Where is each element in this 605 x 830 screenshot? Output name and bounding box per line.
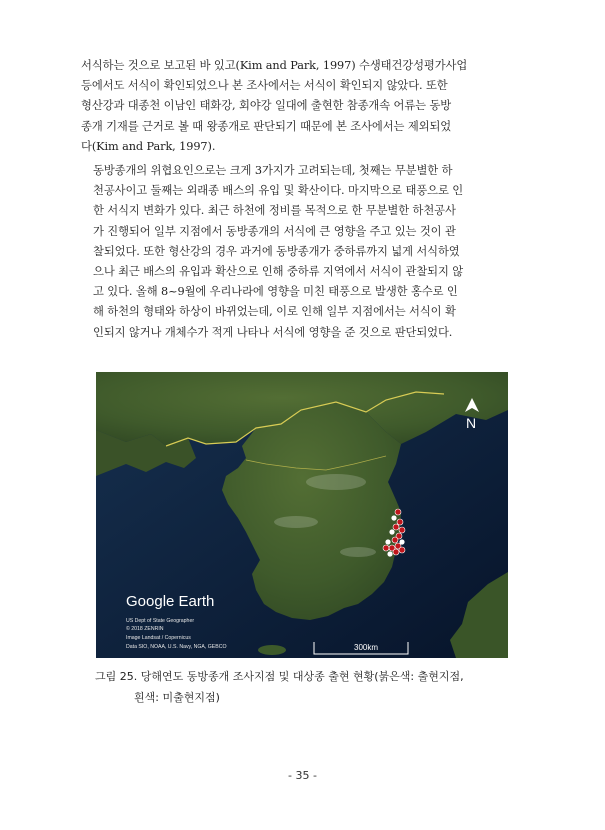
page-number: - 35 - <box>288 769 317 782</box>
marker-present <box>397 519 403 525</box>
paragraph-1 <box>81 56 525 157</box>
marker-present <box>399 527 405 533</box>
marker-present <box>395 509 401 515</box>
marker-absent <box>385 539 390 544</box>
scale-label: 300km <box>354 643 379 652</box>
text-line: 해 하천의 형태와 하상이 바뀌었는데, 이로 인해 일부 지점에서는 서식이 확 <box>93 305 456 319</box>
marker-present <box>393 549 399 555</box>
credit-line-2: © 2018 ZENRIN <box>126 626 164 632</box>
korea-peninsula-map <box>96 372 508 658</box>
text-line: 한 서식지 변화가 있다. 최근 하천에 정비를 목적으로 한 무분별한 하천공사 <box>93 204 456 218</box>
text-line: 등에서도 서식이 확인되었으나 본 조사에서는 서식이 확인되지 않았다. 또한 <box>81 79 448 93</box>
marker-present <box>392 537 398 543</box>
marker-present <box>383 545 389 551</box>
google-earth-logo: Google Earth <box>126 593 215 610</box>
text-line: 종개 기재를 근거로 볼 때 왕종개로 판단되기 때문에 본 조사에서는 제외되었 <box>81 119 452 133</box>
marker-absent <box>391 515 396 520</box>
caption-line-2: 흰색: 미출현지점) <box>134 691 220 704</box>
jeju-island <box>258 645 286 655</box>
figure-caption <box>95 666 525 708</box>
text-line: 가 진행되어 일부 지점에서 동방종개의 서식에 큰 영향을 주고 있는 것이 관 <box>93 224 456 238</box>
credit-line-4: Data SIO, NOAA, U.S. Navy, NGA, GEBCO <box>126 644 227 650</box>
text-line: 고 있다. 올해 8~9월에 우리나라에 영향을 미친 태풍으로 발생한 홍수로 인 <box>93 285 458 299</box>
marker-absent <box>389 529 394 534</box>
text-line: 동방종개의 위협요인으로는 크게 3가지가 고려되는데, 첫째는 무분별한 하 <box>93 164 453 177</box>
text-line: 서식하는 것으로 보고된 바 있고(Kim and Park, 1997) 수생태건강성평가사업 <box>81 59 468 72</box>
text-line: 다(Kim and Park, 1997). <box>81 139 216 153</box>
marker-present <box>399 547 405 553</box>
text-line: 으나 최근 배스의 유입과 확산으로 인해 중하류 지역에서 서식이 관찰되지 않 <box>93 265 464 279</box>
credit-line-1: US Dept of State Geographer <box>126 618 195 624</box>
text-line: 천공사이고 둘째는 외래종 배스의 유입 및 확산이다. 마지막으로 태풍으로 인 <box>93 184 464 198</box>
caption-line-1: 그림 25. 당해연도 동방종개 조사지점 및 대상종 출현 현황(붉은색: 출현지점, <box>95 670 464 683</box>
text-line: 인되지 않거나 개체수가 적게 나타나 서식에 영향을 준 것으로 판단되었다. <box>93 325 453 339</box>
north-label: N <box>466 415 477 431</box>
satellite-map-figure <box>96 372 508 658</box>
paragraph-2 <box>81 161 525 343</box>
text-line: 형산강과 대종천 이남인 태화강, 회야강 일대에 출현한 참종개속 어류는 동방 <box>81 99 452 113</box>
text-line: 찰되었다. 또한 형산강의 경우 과거에 동방종개가 중하류까지 넓게 서식하였 <box>93 244 460 258</box>
credit-line-3: Image Landsat / Copernicus <box>126 635 191 641</box>
marker-present <box>393 524 399 530</box>
marker-absent <box>387 551 392 556</box>
